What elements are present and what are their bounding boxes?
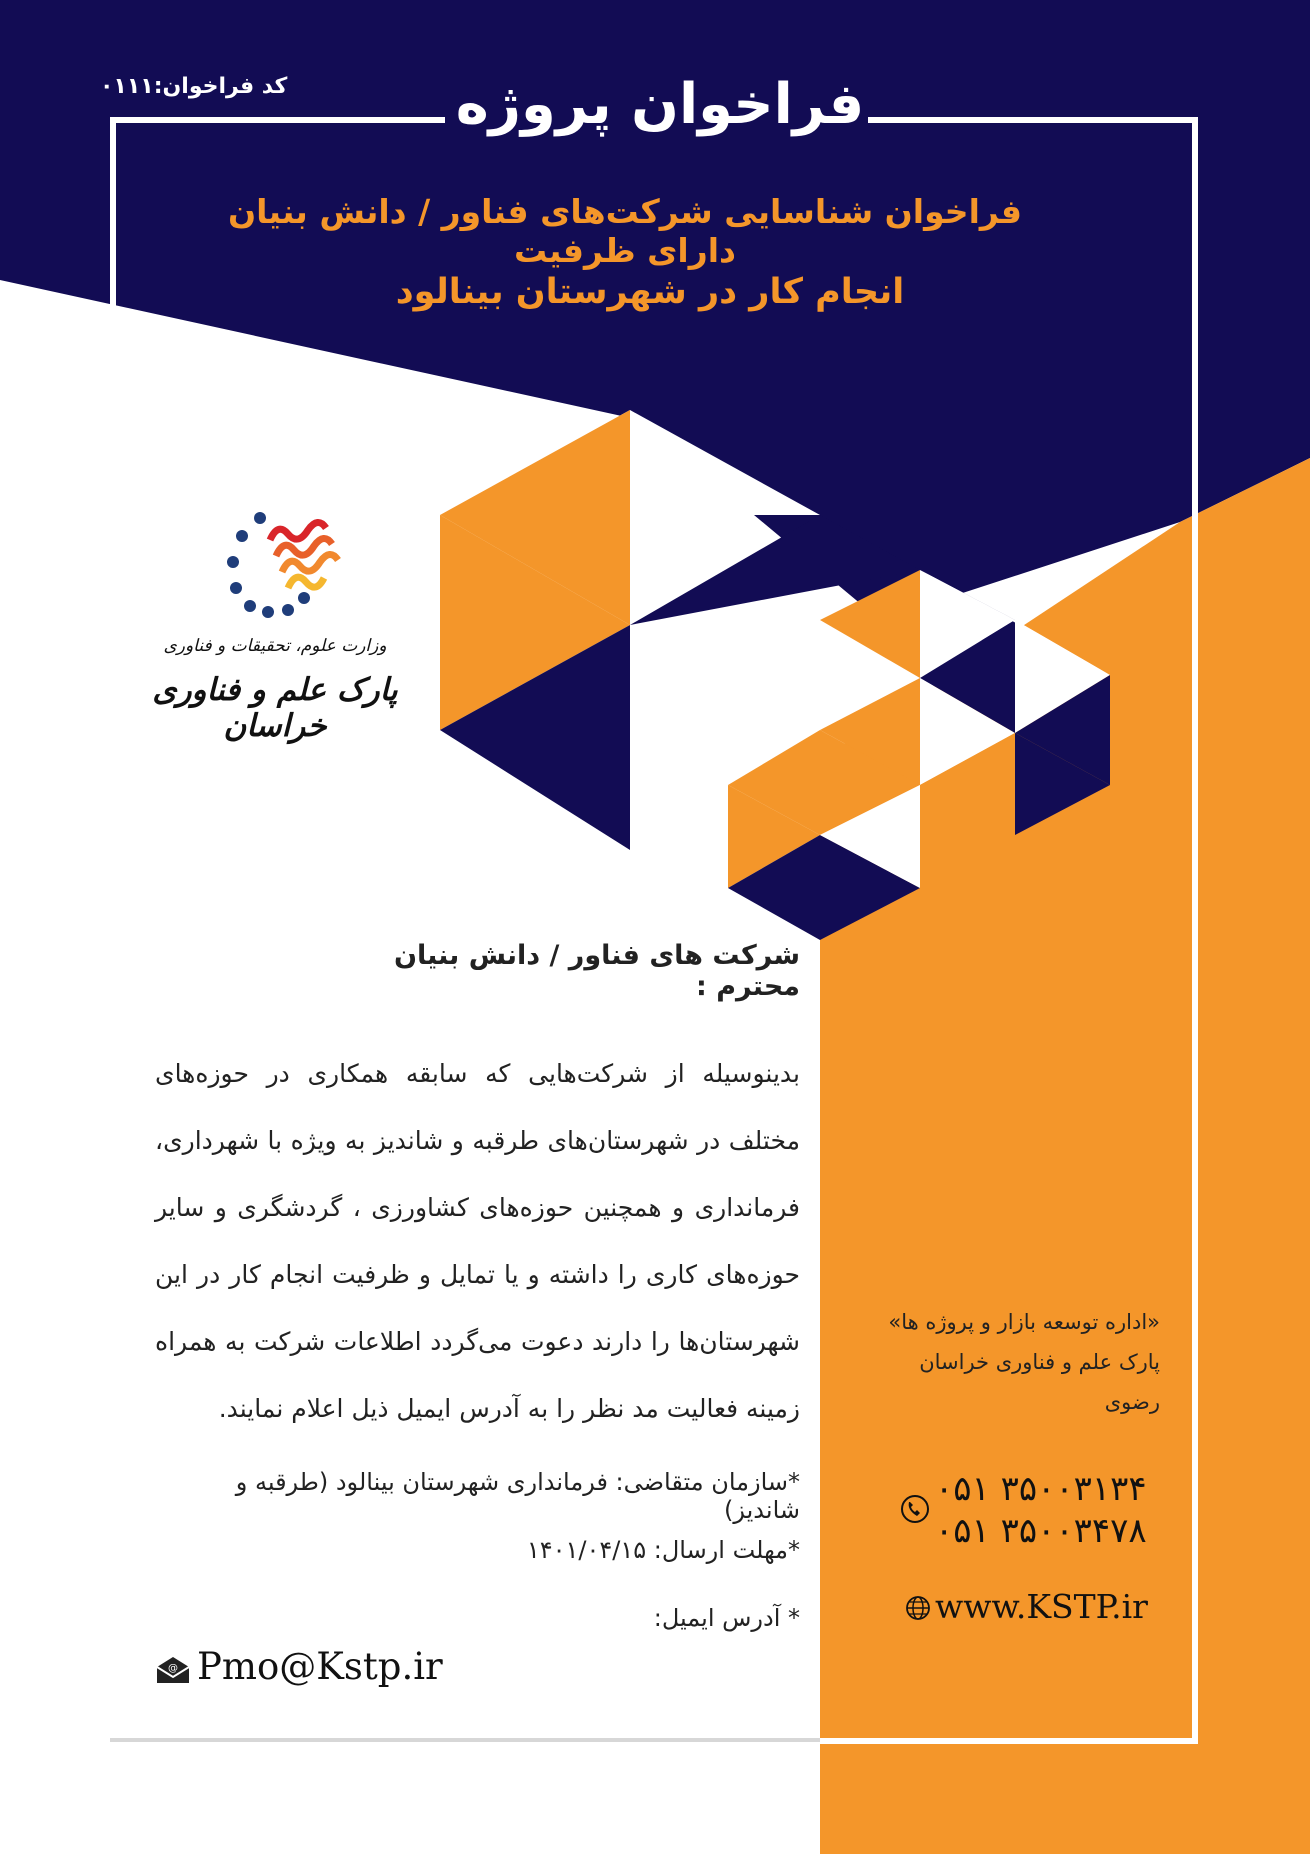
department-name: «اداره توسعه بازار و پروژه ها» [888, 1310, 1160, 1334]
letter-heading: شرکت های فناور / دانش بنیان محترم : [393, 940, 800, 1002]
letter-body: بدینوسیله از شرکت‌هایی که سابقه همکاری در حوزه‌های مختلف در شهرستان‌های طرقبه و شاندیز به ویژه با شهرداری، فرمانداری و همچنین حوزه‌های کشاورزی ، گردشگری و سایر حوزه‌های کاری را داشته و یا تمایل و ظرفیت انجام کار در این شهرستان‌ها را دارند دعوت می‌گردد اطلاعات شرکت به همراه زمینه فعالیت مد نظر را به آدرس ایمیل ذیل اعلام نمایند. [155, 1059, 800, 1423]
email-text: Pmo@Kstp.ir [197, 1645, 443, 1688]
email-address[interactable] [155, 1645, 555, 1688]
frame-top-left [110, 117, 445, 123]
email-label: * آدرس ایمیل: [653, 1604, 800, 1632]
park-logo-mark [227, 512, 338, 618]
applicant-organization: *سازمان متقاضی: فرمانداری شهرستان بینالود (طرقبه و شاندیز) [235, 1468, 800, 1524]
submission-deadline: *مهلت ارسال: ۱۴۰۱/۰۴/۱۵ [526, 1536, 800, 1564]
call-code: کد فراخوان:۰۱۱۱ [100, 74, 288, 99]
contact-department [860, 1302, 1160, 1422]
frame-left [110, 117, 116, 1742]
park-name: پارک علم و فناوری خراسان رضوی [919, 1350, 1160, 1414]
subtitle-line-1: فراخوان شناسایی شرکت‌های فناور / دانش بنیان دارای ظرفیت [227, 192, 1023, 270]
globe-icon [905, 1595, 931, 1621]
email-icon [155, 1655, 191, 1685]
frame-top-right [868, 117, 1198, 123]
logo-ministry-text: وزارت علوم، تحقیقات و فناوری [163, 636, 387, 656]
page-title: فراخوان پروژه [455, 72, 865, 137]
logo-park-name: پارک علم و فناوری خراسان [152, 672, 398, 744]
website-link[interactable] [905, 1587, 1165, 1626]
phone-number-1[interactable]: ۰۵۱ ۳۵۰۰۳۱۳۴ [935, 1469, 1147, 1509]
phone-numbers [935, 1468, 1195, 1552]
phone-number-2[interactable]: ۰۵۱ ۳۵۰۰۳۴۷۸ [935, 1511, 1147, 1551]
website-text: www.KSTP.ir [935, 1587, 1148, 1626]
phone-icon [900, 1494, 930, 1524]
subtitle-line-2: انجام کار در شهرستان بینالود [395, 272, 905, 312]
frame-bottom-white [820, 1738, 1198, 1744]
svg-text:@: @ [168, 1663, 178, 1674]
